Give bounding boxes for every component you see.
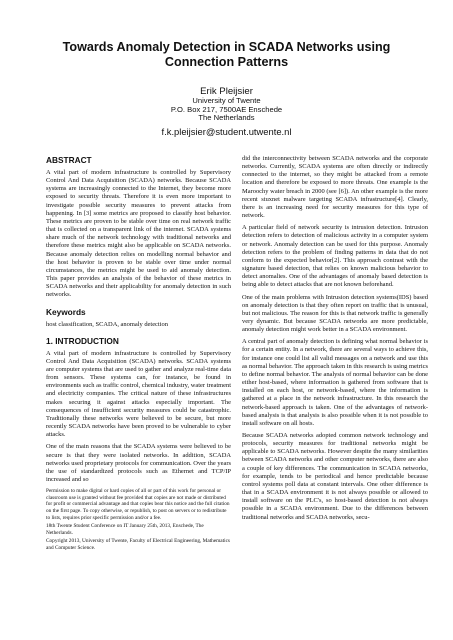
- author-name: Erik Pleijsier: [200, 86, 253, 97]
- author-block: [0, 86, 453, 137]
- copyright-note: Copyright 2013, University of Twente, Faculty of Electrical Engineering, Mathematics and Computer Science.: [46, 538, 230, 551]
- abstract-heading: ABSTRACT: [46, 155, 92, 165]
- body-paragraph-3: One of the main problems with Intrusion detection systems(IDS) based on anomaly detection is that they often report on traffic that is unusual, but not malicious. The reason for this is that network traffic is generally very dynamic. But because SCADA networks are more predictable, anomaly detection might work better in a SCADA environment.: [242, 293, 428, 334]
- keywords-text: host classification, SCADA, anomaly detection: [46, 320, 168, 328]
- right-column: [242, 155, 428, 526]
- title-line-2: Connection Patterns: [164, 55, 289, 69]
- intro-paragraph-2: One of the main reasons that the SCADA systems were believed to be secure is that they were isolated networks. In addition, SCADA networks used proprietary protocols for communication. Over the years the use of standardized protocols such as Ethernet and TCP/IP increased and so: [46, 443, 231, 483]
- body-paragraph-1: did the interconnectivity between SCADA networks and the corporate networks. Currently, SCADA systems are often directly or indirectly connected to the internet, so they might be attacked from a remote location and therefore be exposed to more threats. One example is the Maroochy water breach in 2000 (see [6]). An other example is the more recent stuxnet malware targeting SCADA infrastructure[4]. Clearly, there is an increasing need for security measures for this type of network.: [242, 155, 428, 220]
- introduction-heading: 1. INTRODUCTION: [46, 335, 119, 346]
- affiliation-line-1: University of Twente: [192, 96, 261, 105]
- author-email: f.k.pleijsier@student.utwente.nl: [161, 125, 292, 137]
- body-paragraph-5: Because SCADA networks adopted common network technology and protocols, security measures for traditional networks might be applicable to SCADA networks. However despite the many similarities between SCADA networks and other computer networks, there are also a couple of key differences. The communication in SCADA networks, for example, tends to be periodical and hence predictable because control systems poll data at constant intervals. One other difference is that in a SCADA environment it is not always possible or allowed to install software on the PLC's, so host-based detection is not always possible in a SCADA environment. Due to the differences between traditional networks and SCADA networks, secu-: [242, 432, 428, 521]
- paper-title: [0, 40, 453, 70]
- title-line-1: Towards Anomaly Detection in SCADA Networks using: [62, 40, 391, 54]
- body-paragraph-2: A particular field of network security is intrusion detection. Intrusion detection refers to detection of malicious activity in a computer system or network. Anomaly detection can be used for this purpose. Anomaly detection refers to the problem of finding patterns in data that do not conform to the expected behavior[2]. This approach contrast with the signature based detection, that relies on known malicious behavior to detect anomalies. One of the advantages of anomaly based detection is being able to detect attacks that are not known beforehand.: [242, 224, 428, 289]
- conference-note: 18th Twente Student Conference on IT January 25th, 2013, Enschede, The Netherlands.: [46, 523, 204, 536]
- permission-notice: [46, 488, 231, 551]
- abstract-text: A vital part of modern infrastructure is controlled by Supervisory Control And Data Acquisition (SCADA) networks. Because SCADA systems are increasingly connected to the Internet, they become more exposed to security threats. Therefore it is even more important to investigate possible security measures to prevent attacks from happening. In [3] some metrics are proposed to classify host behavior. These metrics are proven to be stable over time on real network traffic that is collected on a transparent link of the internet. SCADA systems share much of the network technology with traditional networks and therefore these metrics might also be applicable on SCADA networks. Because anomaly detection relies on modelling normal behavior and the host behavior is proven to be stable over time under normal circumstances, the metrics might be used to aid anomaly detection. This paper provides an analysis of the behavior of these metrics in SCADA networks and their applicability for anomaly detection in such networks.: [46, 169, 231, 299]
- affiliation-line-3: The Netherlands: [198, 113, 255, 123]
- affiliation-line-2: P.O. Box 217, 7500AE Enschede: [170, 104, 283, 114]
- body-paragraph-4: A central part of anomaly detection is defining what normal behavior is for a certain entity. In a network, there are several ways to achieve this, for instance one could list all valid messages on a network and use this as normal behavior. The approach taken in this research is using metrics to define normal behavior. The analysis of normal behavior can be done either host-based, where information is gathered from software that is installed on each host, or network-based, where the information is gathered at a place in the network infrastructure. In this research the network-based approach is taken. One of the advantages of network-based analysis is that analysis is also possible when it is not possible to install software on all hosts.: [242, 338, 428, 427]
- permission-text: Permission to make digital or hard copies of all or part of this work for personal or classroom use is granted without fee provided that copies are not made or distributed for profit or commercial advantage and that copies bear this notice and the full citation on the first page. To copy otherwise, or republish, to post on servers or to redistribute to lists, requires prior specific permission and/or a fee.: [46, 488, 230, 521]
- left-column: [46, 155, 231, 554]
- keywords-heading: Keywords: [46, 306, 86, 317]
- intro-paragraph-1: A vital part of modern infrastructure is controlled by Supervisory Control And Data Acquisition (SCADA) networks. SCADA systems are computer systems that are used to gather and analyze real-time data from sensors. These systems can, for instance, be found in environments such as traffic control, chemical industry, water treatment and electricity companies. The critical nature of these infrastructures makes securing it against attacks especially important. The consequences of insufficient security measures could be catastrophic. Traditionally these networks were believed to be secure, but more recently SCADA networks have been proved to be vulnerable to cyber attacks.: [46, 349, 231, 439]
